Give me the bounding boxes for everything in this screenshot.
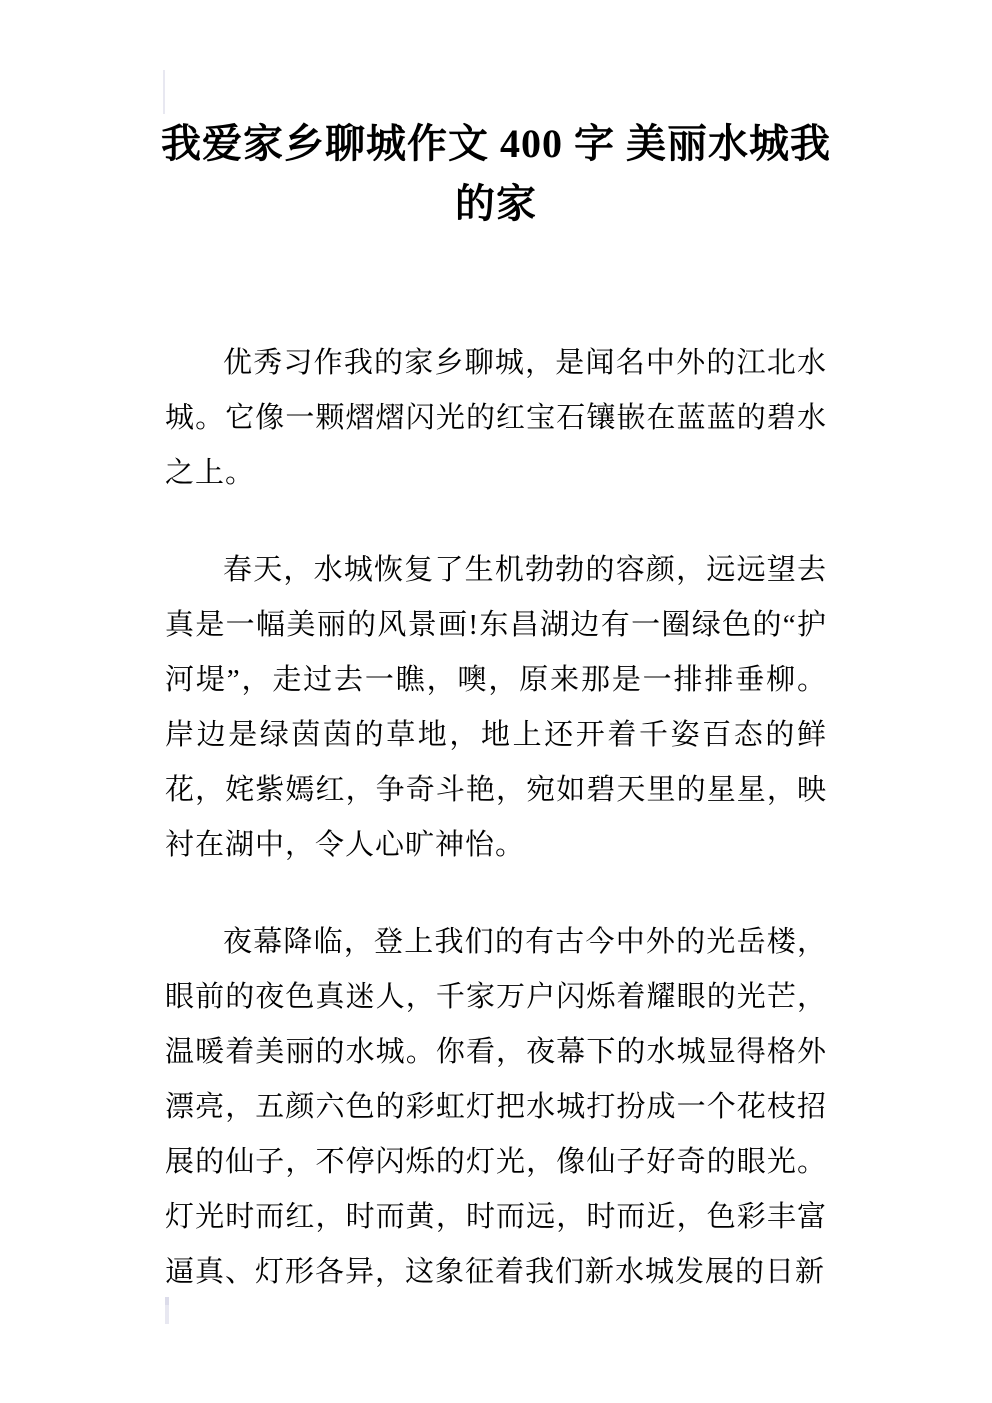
paragraph-intro: 优秀习作我的家乡聊城，是闻名中外的江北水城。它像一颗熠熠闪光的红宝石镶嵌在蓝蓝的碧水之上。 (165, 347, 827, 489)
document-title: 我爱家乡聊城作文 400 字 美丽水城我的家 (161, 121, 831, 226)
paragraph-spring: 春天，水城恢复了生机勃勃的容颜，远远望去真是一幅美丽的风景画!东昌湖边有一圈绿色的“护河堤”，走过去一瞧，噢，原来那是一排排垂柳。岸边是绿茵茵的草地，地上还开着千姿百态的鲜花，姹紫嫣红，争奇斗艳，宛如碧天里的星星，映衬在湖中，令人心旷神怡。 (165, 554, 827, 861)
paragraph-night: 夜幕降临，登上我们的有古今中外的光岳楼，眼前的夜色真迷人，千家万户闪烁着耀眼的光芒，温暖着美丽的水城。你看，夜幕下的水城显得格外漂亮，五颜六色的彩虹灯把水城打扮成一个花枝招展的仙子，不停闪烁的灯光，像仙子好奇的眼光。灯光时而红，时而黄，时而远，时而近，色彩丰富逼真、灯形各异，这象征着我们新水城发展的日新 (165, 926, 827, 1288)
scan-artifact-bottom (165, 1297, 169, 1324)
document-body (165, 336, 827, 1300)
scan-artifact-top (163, 70, 165, 114)
